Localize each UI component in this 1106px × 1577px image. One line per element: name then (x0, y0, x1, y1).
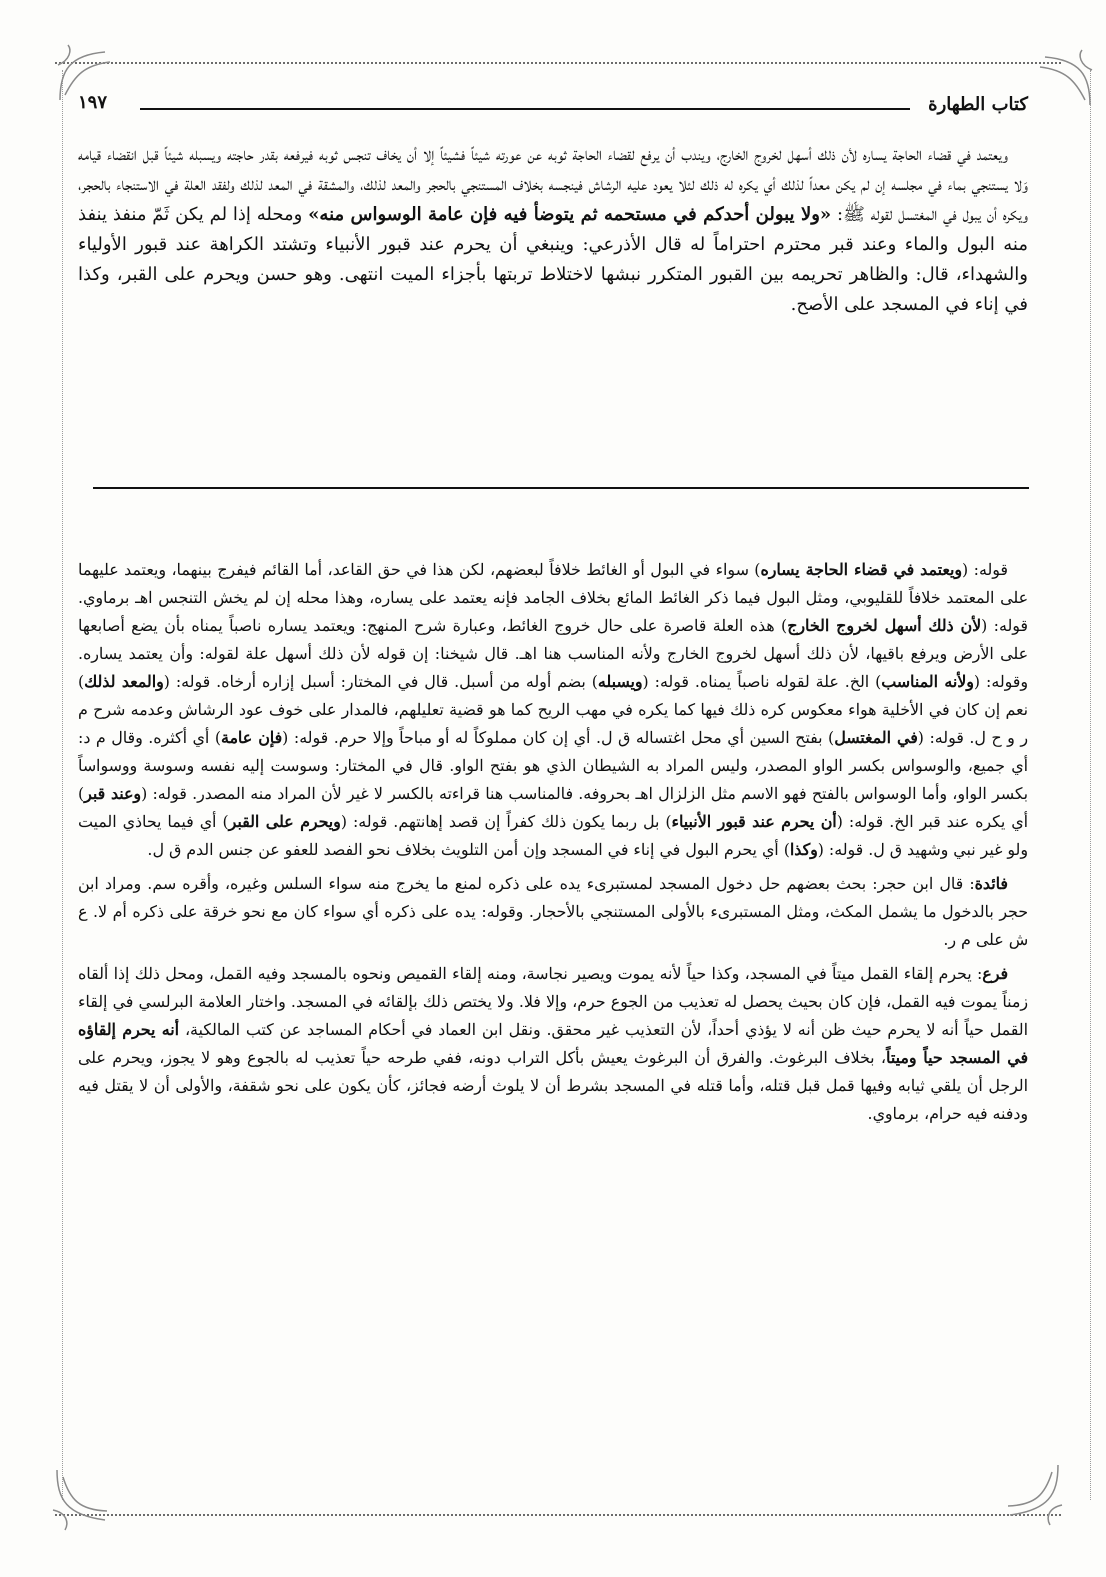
commentary-1-segment-bold: لأن ذلك أسهل لخروج الخارج (787, 616, 982, 635)
main-segment-3: ومحله إذا لم يكن ثَمّ منفذ ينفذ منه البول والماء وعند قبر محترم احتراماً له قال الأذرعي: وينبغي أن يحرم عند قبور الأنبياء وتشتد الكراهة عند قبور الأولياء والشهداء، قال: والظاهر تحريمه بين القبور المتكرر نبشها لاختلاط تربتها بأجزاء الميت انتهى. وهو حسن ويحرم على القبر، وكذا في إناء في المسجد على الأصح. (78, 204, 1028, 315)
commentary-1-segment: قوله: ( (962, 560, 1008, 579)
corner-ornament-bottom-right-icon (1000, 1460, 1070, 1530)
frame-top-border (55, 62, 1061, 64)
commentary-1-segment: ) أي يكره عند قبر الخ. قوله: ( (78, 784, 1029, 831)
commentary-paragraph-1 (78, 556, 1028, 864)
commentary-1-segment-bold: ولأنه المناسب (881, 672, 974, 691)
book-title: كتاب الطهارة (928, 94, 1028, 115)
commentary-1-segment: ) سواء في البول أو الغائط خلافاً لبعضهم، لكن هذا في حق القاعد، أما القائم فيفرج بينهما، ويعتمد عليهما على المعتمد خلافاً للقليوبي، ومثل البول فيما ذكر الغائط المائع بخلاف الجامد فإنه يعتمد على يساره، وهذا محله إن لم يخش التنجس اهـ برماوي. قوله: ( (78, 560, 1028, 635)
branch-label: فرع (982, 964, 1008, 983)
commentary-1-segment-bold: وعند قبر (84, 784, 142, 803)
page-header (78, 92, 1028, 124)
commentary-1-segment: ) بفتح السين أي محل اغتساله ق ل. أي إن كان مملوكاً له أو مباحاً وإلا حرم. قوله: ( (282, 728, 835, 747)
page-number: ١٩٧ (78, 92, 108, 113)
commentary-1-segment: ) الخ. علة لقوله ناصباً يمناه. قوله: ( (642, 672, 882, 691)
text-separator (93, 487, 1029, 489)
frame-right-border (1090, 70, 1091, 1500)
benefit-text: : قال ابن حجر: بحث بعضهم حل دخول المسجد لمستبرىء يده على ذكره لمنع ما يخرج منه سواء السلس وغيره، وأقره سم. ومراد ابن حجر بالدخول ما يشمل المكث، ومثل المستبرىء بالأولى المستنجي بالأحجار. وقوله: يده على ذكره أي سواء كان مع نحو خرقة على ذكره أم لا. ع ش على م ر. (78, 874, 1028, 949)
frame-left-border (62, 70, 63, 1500)
commentary (78, 556, 1028, 1132)
commentary-1-segment-bold: في المغتسل (834, 728, 918, 747)
main-segment-2: «ولا يبولن أحدكم في مستحمه ثم يتوضأ فيه فإن عامة الوسواس منه» (308, 204, 832, 225)
commentary-1-segment-bold: ويعتمد في قضاء الحاجة يساره (760, 560, 963, 579)
branch-text: : يحرم إلقاء القمل ميتاً في المسجد، وكذا حياً لأنه يموت ويصير نجاسة، ومنه إلقاء القميص ونحوه بالمسجد وفيه القمل، ومحل ذلك إذا ألقاه زمناً يموت فيه القمل، فإن كان بحيث يحصل له تعذيب من الجوع حرم، وإلا فلا. ولا يختص ذلك بإلقائه في المسجد. واختار العلامة البرلسي في إلقاء القمل حياً أنه لا يحرم حيث ظن أنه لا يؤذي أحداً، لأن التعذيب غير محقق. ونقل ابن العماد في أحكام المساجد عن كتب المالكية، (78, 964, 1028, 1039)
corner-ornament-bottom-left-icon (45, 1465, 115, 1535)
commentary-1-segment: ) نعم إن كان في الأخلية هواء معكوس كره ذلك فيها كما يكره في مهب الريح كما هو قضية تعليلهم، فالمدار على خوف عود الرشاش وعدمه شرح م ر و ح ل. قوله: ( (78, 672, 1028, 747)
commentary-1-segment: ) أي أكثره. وقال م د: أي جميع، والوسواس بكسر الواو المصدر، وليس المراد به الشيطان الذي هو بفتح الواو. قال في المختار: وسوست إليه نفسه وسوسة ووسواساً بكسر الواو، وأما الوسواس بالفتح فهو الاسم مثل الزلزال اهـ بحروفه. فالمناسب هنا قراءته بالكسر لا غير لأن المراد منه المصدر. قوله: ( (78, 728, 1028, 803)
commentary-1-segment: ) بضم أوله من أسبل. قال في المختار: أسبل إزاره أرخاه. قوله: ( (163, 672, 598, 691)
branch-text-bold: أنه يحرم إلقاؤه في المسجد حياً وميتاً (78, 1020, 1028, 1067)
commentary-1-segment-bold: أن يحرم عند قبور الأنبياء (671, 812, 837, 831)
corner-ornament-top-right-icon (1030, 45, 1100, 115)
commentary-1-segment-bold: وكذا (789, 840, 818, 859)
commentary-1-segment-bold: ويسبله (597, 672, 643, 691)
commentary-1-segment-bold: ويحرم على القبر (228, 812, 341, 831)
frame-bottom-border (55, 1514, 1061, 1516)
main-text (78, 140, 1028, 320)
commentary-1-segment: ) بل ربما يكون ذلك كفراً إن قصد إهانتهم. قوله: ( (340, 812, 672, 831)
branch-text: ، بخلاف البرغوث. والفرق أن البرغوث يعيش بأكل التراب دونه، ففي طرحه حياً تعذيب له بالجوع وهو لا يجوز، ويحرم على الرجل أن يلقي ثيابه وفيها قمل قبل قتله، وأما قتله في المسجد بشرط أن لا يلوث أرضه فجائز، كأن يكون على نحو شقفة، والأولى أن لا يقتل فيه ودفنه فيه حرام، برماوي. (78, 1048, 1028, 1123)
commentary-1-segment: ) أي يحرم البول في إناء في المسجد وإن أمن التلويث بخلاف نحو الفصد للعفو عن جنس الدم ق ل. (147, 840, 790, 859)
commentary-1-segment: ) هذه العلة قاصرة على حال خروج الغائط، وعبارة شرح المنهج: ويعتمد يساره ناصباً يمناه بأن يضع أصابعها على الأرض ويرفع باقيها، لأن ذلك أسهل لخروج الخارج ولأنه المناسب هنا اهـ. قال شيخنا: إن قوله لأن ذلك أسهل علة لقوله: وأن يعتمد يساره. وقوله: ( (78, 616, 1028, 691)
commentary-paragraph-branch (78, 960, 1028, 1128)
main-segment-1: ويعتمد في قضاء الحاجة يساره لأن ذلك أسهل لخروج الخارج، ويندب أن يرفع لقضاء الحاجة ثوبه عن عورته شيئاً فشيئاً إلا أن يخاف تنجس ثوبه فيرفعه بقدر حاجته ويسبله شيئاً قبل انقضاء قيامه وَلا يستنجي بماء في مجلسه إن لم يكن معداً لذلك أي يكره له ذلك لئلا يعود عليه الرشاش فينجسه بخلاف المستنجي بالحجر والمعد لذلك، والمشقة في المعد لذلك ولفقد العلة في الاستنجاء بالحجر، ويكره أن يبول في المغتسل لقوله ﷺ: (78, 144, 1029, 225)
header-rule (140, 108, 910, 110)
main-paragraph (78, 140, 1028, 320)
benefit-label: فائدة (974, 874, 1008, 893)
commentary-1-segment-bold: فإن عامة (221, 728, 283, 747)
commentary-1-segment: ) أي فيما يحاذي الميت ولو غير نبي وشهيد ق ل. قوله: ( (78, 812, 1028, 859)
commentary-1-segment-bold: والمعد لذلك (84, 672, 164, 691)
commentary-paragraph-benefit (78, 870, 1028, 954)
